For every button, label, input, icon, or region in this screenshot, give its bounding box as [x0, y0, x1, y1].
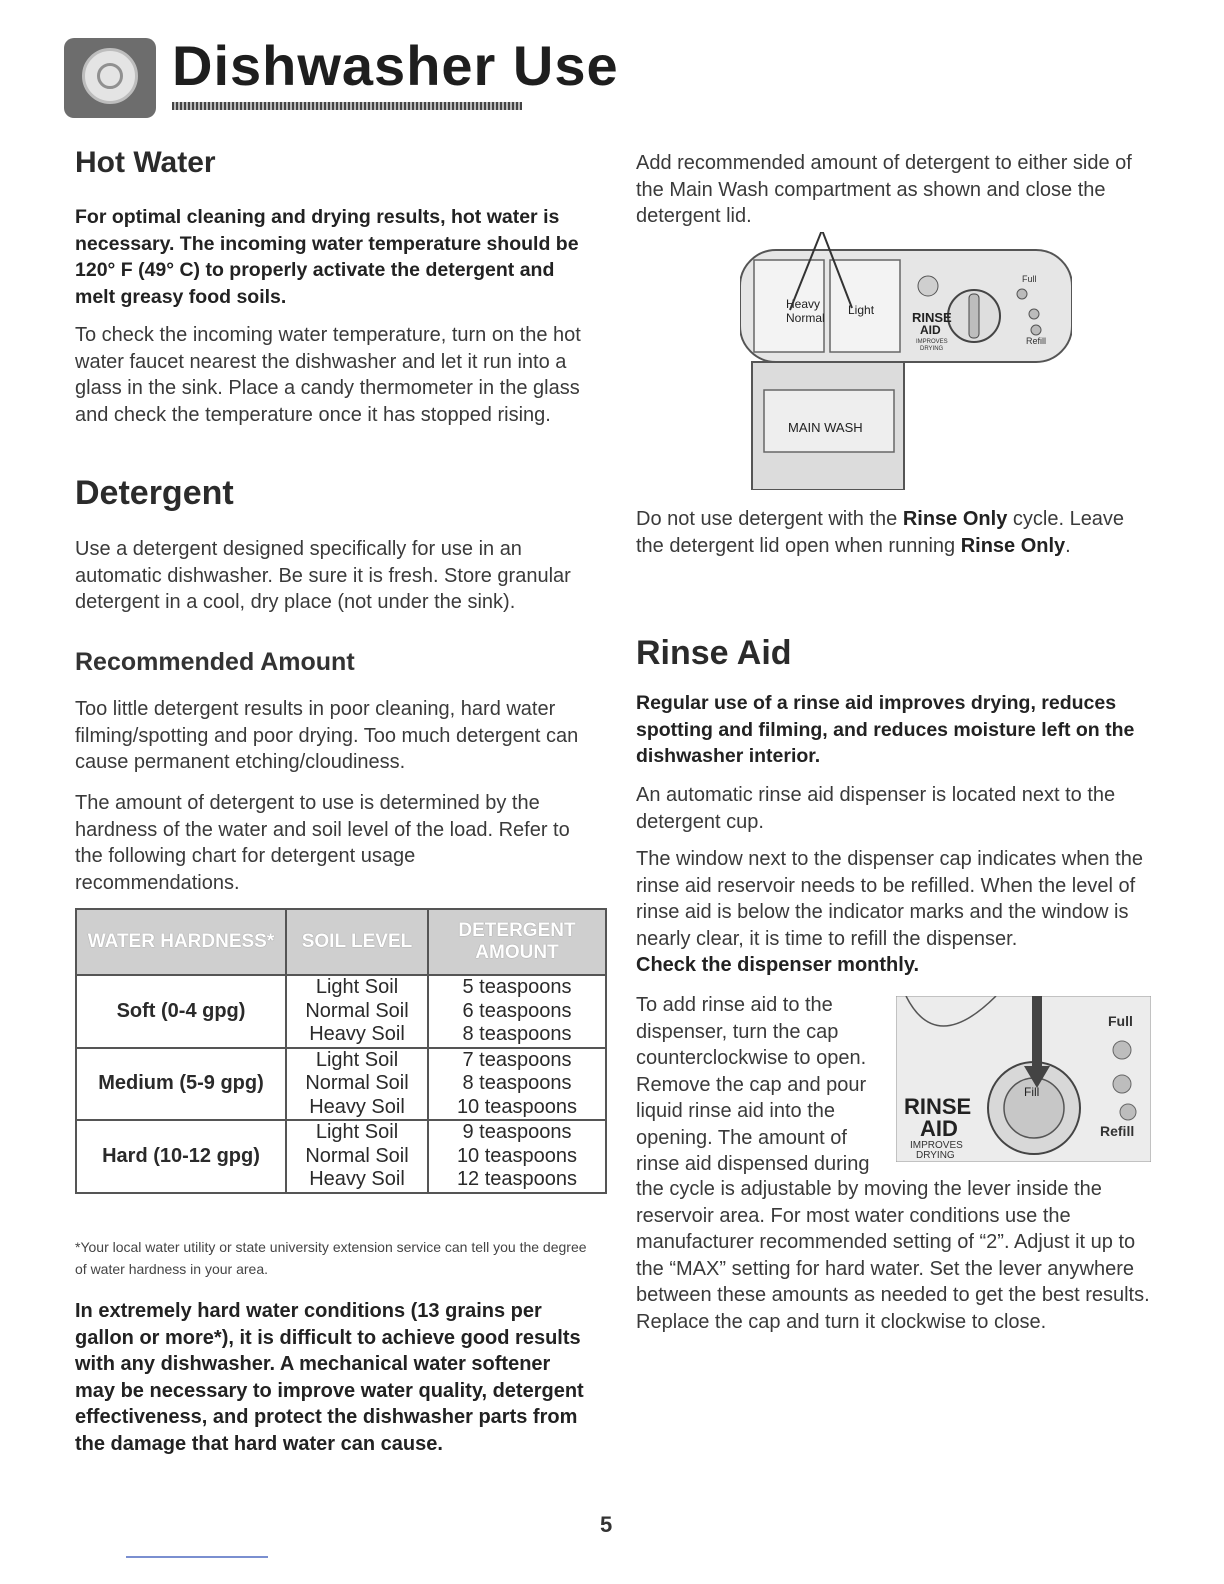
soil-value: Light Soil: [315, 1048, 399, 1071]
rinse-only-emphasis: Rinse Only: [902, 508, 1008, 530]
header-water-hardness: WATER HARDNESS*: [76, 909, 286, 975]
main-wash-label: MAIN WASH: [788, 420, 863, 435]
amount-value: 6 teaspoons: [462, 999, 572, 1022]
soil-value: Light Soil: [315, 1121, 399, 1143]
amount-value: 5 teaspoons: [462, 976, 572, 998]
rinse-aid-p3-narrow: To add rinse aid to the dispenser, turn the cap counterclockwise to open. Remove the cap and pour liquid rinse aid into the opening. The amount of rinse aid dispensed during: [636, 994, 870, 1175]
add-detergent-text: Add recommended amount of detergent to either side of the Main Wash compartment as shown and close the detergent lid.: [636, 152, 1132, 227]
footer-link-line: [126, 1556, 268, 1558]
table-row: [76, 1120, 606, 1193]
check-monthly: Check the dispenser monthly.: [636, 954, 920, 976]
hot-water-body: To check the incoming water temperature, turn on the hot water faucet nearest the dishwasher and let it run into a glass in the sink. Place a candy thermometer in the glass and check the temperature once it has stopped rising.: [75, 324, 581, 426]
rinse-aid-p2: The window next to the dispenser cap indicates when the rinse aid reservoir needs to be refilled. When the level of rinse aid is below the indicator marks and the window is nearly clear, it is time to refill the dispenser.: [636, 848, 1143, 950]
heavy-label: Heavy: [786, 297, 821, 311]
rinse-only-emphasis: Rinse Only: [960, 534, 1066, 557]
hot-water-heading: Hot Water: [75, 146, 216, 179]
amount-cell: [428, 975, 606, 1048]
page-title: Dishwasher Use: [172, 34, 619, 97]
amount-value: 12 teaspoons: [456, 1168, 578, 1190]
aid-label: AID: [920, 1116, 958, 1141]
hardness-cell: Medium (5-9 gpg): [76, 1048, 286, 1121]
rinse-label: RINSE: [912, 310, 952, 325]
detergent-body: Use a detergent designed specifically for use in an automatic dishwasher. Be sure it is fresh. Store granular detergent in a cool, dry place (not under the sink).: [75, 538, 571, 613]
text-run: .: [1065, 534, 1071, 557]
amount-value: 8 teaspoons: [462, 1072, 572, 1094]
rinse-aid-heading: Rinse Aid: [636, 634, 792, 672]
amount-value: 8 teaspoons: [462, 1023, 572, 1045]
drying-label: DRYING: [916, 1150, 955, 1161]
header-soil-level: SOIL LEVEL: [286, 909, 428, 975]
detergent-heading: Detergent: [75, 474, 234, 512]
soil-value: Normal Soil: [305, 1072, 409, 1094]
recommended-p2: The amount of detergent to use is determined by the hardness of the water and soil level of the load. Refer to the following chart for detergent usage recommendations.: [75, 792, 570, 894]
amount-value: 7 teaspoons: [462, 1048, 572, 1071]
soil-cell: [286, 975, 428, 1048]
rinse-aid-dispenser-illustration: [896, 996, 1151, 1162]
amount-cell: [428, 1048, 606, 1121]
aid-label: AID: [920, 323, 941, 337]
amount-value: 10 teaspoons: [456, 1095, 578, 1118]
arrow-shaft: [1032, 996, 1042, 1068]
light-label: Light: [848, 303, 875, 317]
soil-value: Heavy Soil: [309, 1168, 405, 1190]
indicator-dot: [918, 276, 938, 296]
table-header-row: [76, 909, 606, 975]
rinse-aid-p1: An automatic rinse aid dispenser is located next to the detergent cup.: [636, 784, 1116, 833]
soil-value: Light Soil: [315, 976, 399, 998]
hardness-footnote: *Your local water utility or state university extension service can tell you the degree of water hardness in your area.: [75, 1239, 587, 1277]
hard-water-warning: In extremely hard water conditions (13 grains per gallon or more*), it is difficult to achieve good results with any dishwasher. A mechanical water softener may be necessary to improve water quality, detergent effectiveness, and protect the dishwasher parts from the damage that hard water can cause.: [75, 1300, 584, 1455]
amount-cell: [428, 1120, 606, 1193]
soil-value: Normal Soil: [305, 1144, 409, 1167]
rinse-aid-intro: Regular use of a rinse aid improves drying, reduces spotting and filming, and reduces moisture left on the dishwasher interior.: [636, 692, 1135, 767]
soil-value: Heavy Soil: [309, 1023, 405, 1045]
detergent-dispenser-illustration: [740, 232, 1072, 490]
table-row: [76, 975, 606, 1048]
refill-label: Refill: [1026, 336, 1047, 346]
hardness-cell: Hard (10-12 gpg): [76, 1120, 286, 1193]
soil-value: Heavy Soil: [309, 1095, 405, 1118]
detergent-table: [75, 908, 607, 1194]
soil-cell: [286, 1120, 428, 1193]
recommended-amount-heading: Recommended Amount: [75, 648, 355, 676]
improves-label: IMPROVES: [916, 339, 948, 345]
rinse-only-note: [636, 506, 1151, 559]
soil-cell: [286, 1048, 428, 1121]
page-number: 5: [600, 1512, 613, 1537]
header-detergent-amount: DETERGENT AMOUNT: [428, 909, 606, 975]
rinse-label: RINSE: [904, 1094, 972, 1119]
dishwasher-dial-icon: [64, 38, 156, 118]
recommended-p1: Too little detergent results in poor cleaning, hard water filming/spotting and poor drying. Too much detergent can cause permanent etching/cloudiness.: [75, 698, 579, 773]
hot-water-intro: For optimal cleaning and drying results, hot water is necessary. The incoming water temperature should be 120° F (49° C) to properly activate the detergent and melt greasy food soils.: [75, 206, 579, 308]
amount-value: 10 teaspoons: [456, 1144, 578, 1167]
soil-value: Normal Soil: [305, 999, 409, 1022]
hardness-cell: Soft (0-4 gpg): [76, 975, 286, 1048]
table-row: [76, 1048, 606, 1121]
normal-label: Normal: [786, 311, 825, 325]
text-run: cycle. Leave the detergent lid open when running: [636, 508, 1125, 557]
refill-label: Refill: [1100, 1123, 1135, 1139]
full-label: Full: [1022, 274, 1037, 284]
improves-label: IMPROVES: [910, 1140, 963, 1151]
amount-value: 9 teaspoons: [462, 1121, 572, 1143]
fill-label: Fill: [1024, 1085, 1040, 1099]
title-underline: [172, 102, 522, 110]
full-label: Full: [1108, 1013, 1133, 1029]
rinse-aid-p3-wide: the cycle is adjustable by moving the lever inside the reservoir area. For most water conditions use the manufacturer recommended setting of “2”. Adjust it up to the “MAX” setting for hard water. Set the lever anywhere between these amounts as needed to get the best results. Replace the cap and turn it clockwise to close.: [636, 1178, 1150, 1333]
drying-label: DRYING: [920, 346, 944, 352]
text-run: Do not use detergent with the: [636, 508, 903, 530]
